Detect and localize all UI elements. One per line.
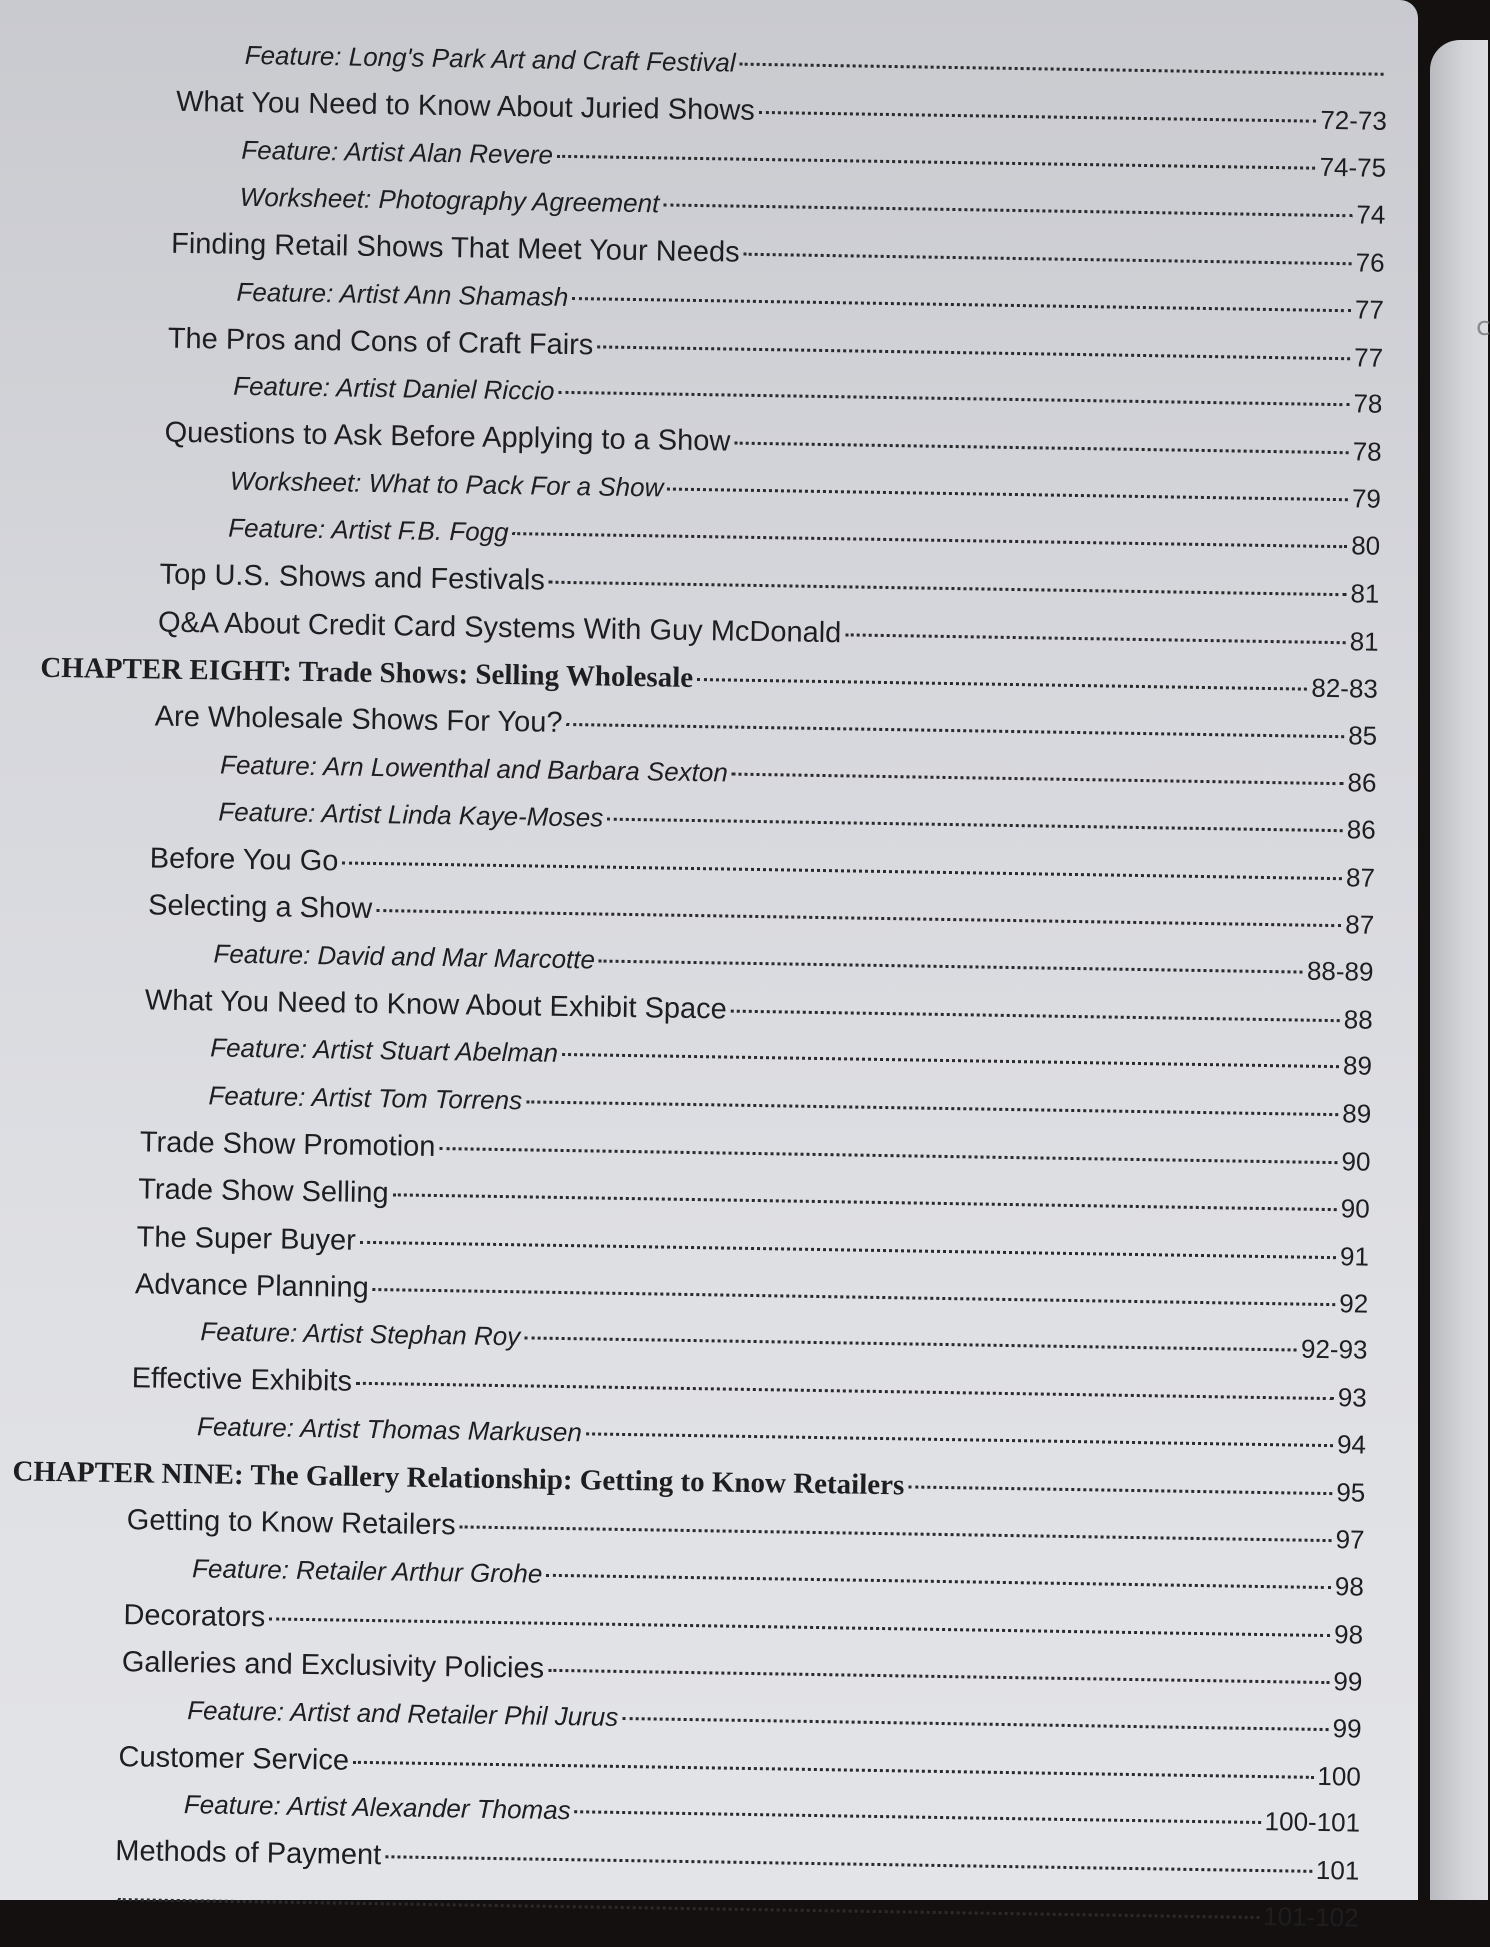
page-number: 78 [1353, 388, 1383, 419]
entry-title: Worksheet: What to Pack For a Show [229, 465, 664, 503]
page-number: 77 [1353, 342, 1384, 373]
dot-leader [513, 532, 1348, 548]
page-number: 81 [1350, 578, 1380, 610]
page-number: 86 [1346, 814, 1376, 845]
page-number: 79 [1351, 482, 1382, 514]
dot-leader [667, 487, 1348, 501]
entry-title: Decorators [123, 1599, 266, 1634]
dot-leader [562, 1053, 1339, 1068]
page-number: 98 [1334, 1570, 1365, 1602]
entry-title: The Pros and Cons of Craft Fairs [167, 322, 594, 362]
page-number: 88-89 [1306, 955, 1374, 987]
page-number: 101-102 [1262, 1900, 1359, 1933]
dot-leader [572, 297, 1351, 312]
dot-leader [385, 1856, 1312, 1874]
page-number: 100-101 [1264, 1806, 1361, 1838]
dot-leader [599, 959, 1303, 973]
entry-title: Feature: Artist Thomas Markusen [196, 1410, 583, 1447]
dot-leader [622, 1716, 1328, 1730]
page-number: 82-83 [1311, 672, 1379, 704]
entry-title: Effective Exhibits [131, 1362, 353, 1399]
table-of-contents [0, 36, 1418, 1933]
page-number: 92 [1339, 1287, 1369, 1319]
dot-leader [373, 1288, 1336, 1306]
dot-leader [548, 1669, 1329, 1684]
page-number: 97 [1335, 1524, 1365, 1555]
page-number: 95 [1336, 1477, 1366, 1508]
page-number: 76 [1355, 247, 1385, 278]
dot-leader [759, 111, 1317, 123]
page-number: 74 [1356, 199, 1386, 230]
dot-leader [558, 391, 1349, 406]
entry-title: Top U.S. Shows and Festivals [159, 558, 546, 597]
entry-title: Finding Retail Shows That Meet Your Needs [170, 227, 740, 269]
entry-title: Feature: Artist Linda Kaye-Moses [218, 796, 604, 833]
page-number: 90 [1341, 1146, 1371, 1177]
dot-leader [744, 253, 1352, 266]
page-number: 92-93 [1300, 1333, 1368, 1365]
entry-title: What You Need to Know About Exhibit Space [144, 984, 728, 1026]
entry-title: Selecting a Show [147, 889, 373, 926]
entry-title: CHAPTER NINE: The Gallery Relationship: Getting to Know Retailers [12, 1455, 905, 1502]
page-number: 89 [1342, 1050, 1373, 1081]
dot-leader [393, 1193, 1337, 1211]
dot-leader [269, 1617, 1330, 1637]
dot-leader [586, 1432, 1333, 1447]
page-number: 80 [1351, 530, 1381, 561]
entry-title: Feature: Arn Lowenthal and Barbara Sexton [219, 749, 729, 788]
dot-leader [731, 1010, 1340, 1023]
entry-title: The Super Buyer [136, 1220, 357, 1257]
entry-title: Feature: Artist F.B. Fogg [228, 512, 509, 548]
entry-title: Feature: Artist Stephan Roy [200, 1316, 521, 1352]
entry-title: Feature: Artist Alexander Thomas [183, 1789, 571, 1826]
dot-leader [908, 1485, 1332, 1495]
entry-title: Are Wholesale Shows For You? [154, 700, 563, 740]
page-number: 85 [1348, 720, 1378, 751]
page-number: 99 [1333, 1666, 1363, 1697]
page-number: 72-73 [1320, 105, 1388, 137]
entry-title: Trade Show Selling [138, 1173, 389, 1210]
page-number: 88 [1343, 1004, 1373, 1035]
page-number: 86 [1347, 766, 1377, 798]
entry-title: Worksheet: Photography Agreement [239, 181, 660, 219]
dot-leader [460, 1526, 1332, 1543]
dot-leader [353, 1761, 1313, 1779]
dot-leader [575, 1810, 1261, 1824]
dot-leader [360, 1240, 1336, 1258]
entry-title: Trade Show Promotion [139, 1126, 436, 1163]
dot-leader [376, 909, 1341, 927]
dot-leader [740, 63, 1384, 76]
entry-title: Feature: David and Mar Marcotte [213, 938, 596, 975]
entry-title: Feature: Artist Daniel Riccio [232, 370, 555, 406]
dot-leader [557, 154, 1316, 169]
entry-title: Feature: Artist Alan Revere [241, 134, 554, 170]
page-number: 74-75 [1319, 151, 1387, 183]
entry-title: Feature: Artist and Retailer Phil Jurus [186, 1694, 619, 1732]
dot-leader [356, 1382, 1334, 1400]
entry-title: Before You Go [149, 842, 339, 878]
entry-title: Q&A About Credit Card Systems With Guy McDonald [157, 606, 842, 649]
page-number: 77 [1354, 293, 1385, 325]
entry-title: Getting to Know Retailers [126, 1504, 456, 1542]
dot-leader [597, 345, 1350, 360]
dot-leader [663, 203, 1352, 217]
dot-leader [845, 633, 1345, 644]
page-number: 91 [1339, 1240, 1370, 1272]
entry-title: Feature: Artist Tom Torrens [208, 1080, 523, 1115]
dot-leader [546, 1573, 1331, 1588]
entry-title: Questions to Ask Before Applying to a Show [164, 417, 731, 458]
page-number: 87 [1345, 909, 1375, 941]
entry-title: Feature: Retailer Arthur Grohe [191, 1552, 543, 1589]
dot-leader [697, 678, 1307, 691]
page-number: 87 [1345, 862, 1376, 893]
dot-leader [524, 1336, 1297, 1351]
page-number: 78 [1352, 436, 1382, 468]
entry-title: Customer Service [118, 1740, 350, 1777]
dot-leader [734, 442, 1348, 455]
entry-title: Galleries and Exclusivity Policies [121, 1646, 545, 1685]
entry-title: What You Need to Know About Juried Shows [175, 86, 756, 128]
page-number: 89 [1342, 1097, 1372, 1129]
page-number: 94 [1336, 1428, 1367, 1460]
entry-title: Feature: Long's Park Art and Craft Festival [244, 39, 736, 78]
dot-leader [566, 723, 1344, 738]
entry-title: Feature: Artist Stuart Abelman [209, 1032, 559, 1069]
dot-leader [526, 1100, 1338, 1116]
page-number: 90 [1340, 1193, 1370, 1224]
entry-title: CHAPTER EIGHT: Trade Shows: Selling Wholesale [40, 651, 694, 694]
page-number: 93 [1337, 1382, 1367, 1414]
dot-leader [549, 581, 1347, 597]
adjacent-page-glyph: c [1476, 312, 1490, 342]
dot-leader [342, 862, 1342, 881]
page-number: 98 [1333, 1619, 1364, 1650]
entry-title: Feature: Artist Ann Shamash [236, 276, 569, 312]
page-number: 81 [1349, 625, 1379, 657]
entry-title: Methods of Payment [115, 1835, 382, 1872]
dot-leader [118, 1898, 1260, 1919]
page-number: 101 [1315, 1855, 1360, 1886]
page-number: 99 [1332, 1712, 1362, 1744]
dot-leader [732, 772, 1344, 785]
dot-leader [439, 1147, 1337, 1164]
page-number: 100 [1317, 1760, 1362, 1792]
entry-title: Advance Planning [134, 1268, 370, 1304]
dot-leader [607, 817, 1343, 832]
